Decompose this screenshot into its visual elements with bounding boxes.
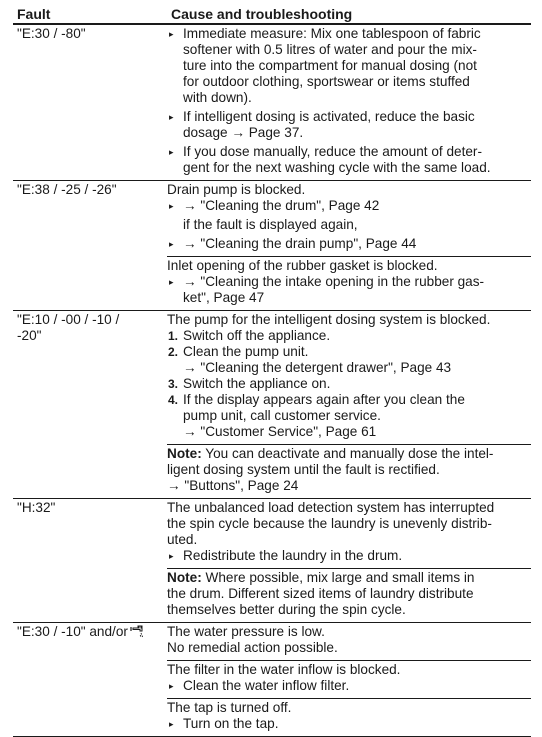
cause-block xyxy=(167,25,531,180)
cause-text: The filter in the water inflow is blocked. xyxy=(167,662,401,677)
text-line: Switch the appliance on. xyxy=(183,376,331,391)
bullet-item xyxy=(167,144,531,176)
cause-text: The pump for the intelligent dosing system is blocked. xyxy=(167,312,491,327)
bullet-item xyxy=(167,548,531,564)
cause-block xyxy=(167,660,531,698)
bullet-item xyxy=(167,109,531,141)
fault-code: "E:30 / -80" xyxy=(13,24,167,181)
step-number: 1. xyxy=(168,329,179,343)
text-line: If the display appears again after you clean the xyxy=(183,392,465,407)
bullet-icon: ▸ xyxy=(169,277,174,287)
text-line: If you dose manually, reduce the amount of deter- xyxy=(183,144,482,159)
cause-text: The tap is turned off. xyxy=(167,700,292,715)
table-row xyxy=(13,623,531,737)
page-reference: → "Buttons", Page 24 xyxy=(167,478,299,493)
text-line: pump unit, call customer service. xyxy=(183,408,381,423)
bullet-icon: ▸ xyxy=(169,29,174,39)
bullet-icon: ▸ xyxy=(169,147,174,157)
note-block xyxy=(167,568,531,622)
bullet-icon: ▸ xyxy=(169,201,174,211)
table-row xyxy=(13,499,531,623)
text-line xyxy=(167,570,531,586)
cause-text: if the fault is displayed again, xyxy=(183,217,358,232)
page-reference: → "Cleaning the detergent drawer", Page 43 xyxy=(183,360,452,375)
cause-cell xyxy=(167,623,531,737)
note-label: Note: xyxy=(167,570,202,585)
page-reference: → "Cleaning the intake opening in the rubber gas- xyxy=(183,274,485,289)
text-line: for outdoor clothing, sportswear or items stuffed xyxy=(183,74,470,89)
note-label: Note: xyxy=(167,446,202,461)
text-line: Switch off the appliance. xyxy=(183,328,331,343)
cause-block xyxy=(167,499,531,568)
step-number: 3. xyxy=(168,377,179,391)
cause-block xyxy=(167,698,531,736)
bullet-item xyxy=(167,716,531,732)
bullet-icon: ▸ xyxy=(169,681,174,691)
cause-block xyxy=(167,181,531,256)
numbered-step xyxy=(167,328,531,344)
text-line: The water pressure is low. xyxy=(167,624,325,639)
text-line: softener with 0.5 litres of water and pour the mix- xyxy=(183,42,477,57)
page-reference: → "Cleaning the drum", Page 42 xyxy=(183,198,380,213)
text-line: Immediate measure: Mix one tablespoon of fabric xyxy=(183,26,481,41)
bullet-icon: ▸ xyxy=(169,112,174,122)
page-reference: → "Customer Service", Page 61 xyxy=(183,424,377,439)
fault-code: "H:32" xyxy=(13,499,167,623)
header-cause: Cause and troubleshooting xyxy=(167,4,531,24)
cause-cell xyxy=(167,181,531,311)
cause-cell xyxy=(167,311,531,499)
text-line: Clean the pump unit. xyxy=(183,344,309,359)
page-reference: dosage → Page 37. xyxy=(183,125,304,140)
note-text: You can deactivate and manually dose the intel- xyxy=(201,446,494,461)
table-row xyxy=(13,311,531,499)
page-reference: ket", Page 47 xyxy=(183,290,265,305)
cause-cell xyxy=(167,499,531,623)
fault-table xyxy=(13,4,531,737)
cause-block xyxy=(167,623,531,660)
bullet-icon: ▸ xyxy=(169,719,174,729)
numbered-step xyxy=(167,392,531,440)
cause-text: Drain pump is blocked. xyxy=(167,182,306,197)
text-line: ligent dosing system until the fault is rectified. xyxy=(167,462,440,477)
text-line: the spin cycle because the laundry is unevenly distrib- xyxy=(167,516,492,531)
fault-code xyxy=(13,311,167,499)
cause-block xyxy=(167,311,531,444)
step-number: 2. xyxy=(168,345,179,359)
text-line: If intelligent dosing is activated, reduce the basic xyxy=(183,109,475,124)
text-line: ture into the compartment for manual dosing (not xyxy=(183,58,477,73)
cause-text: Inlet opening of the rubber gasket is blocked. xyxy=(167,258,438,273)
text-line: The unbalanced load detection system has interrupted xyxy=(167,500,495,515)
bullet-icon: ▸ xyxy=(169,239,174,249)
fault-code: "E:38 / -25 / -26" xyxy=(13,181,167,311)
bullet-item xyxy=(167,678,531,694)
table-row xyxy=(13,24,531,181)
text-line: gent for the next washing cycle with the same load. xyxy=(183,160,491,175)
text-line: with down). xyxy=(183,90,252,105)
note-text: Where possible, mix large and small items in xyxy=(201,570,475,585)
table-header-row xyxy=(13,4,531,24)
cause-cell xyxy=(167,24,531,181)
bullet-icon: ▸ xyxy=(169,551,174,561)
fault-code xyxy=(13,623,167,737)
tap-icon xyxy=(130,625,144,642)
text-line: uted. xyxy=(167,532,198,547)
page-reference: → "Cleaning the drain pump", Page 44 xyxy=(183,236,417,251)
note-block xyxy=(167,444,531,498)
text-line: "E:10 / -00 / -10 / xyxy=(17,312,120,327)
table-row xyxy=(13,181,531,311)
bullet-item xyxy=(167,198,531,214)
text-line: -20" xyxy=(17,328,42,343)
fault-code-text: "E:30 / -10" and/or xyxy=(17,624,128,639)
text-line: Redistribute the laundry in the drum. xyxy=(183,548,403,563)
bullet-item xyxy=(167,274,531,306)
text-line: themselves better during the spin cycle. xyxy=(167,602,406,617)
text-line: Turn on the tap. xyxy=(183,716,279,731)
cause-block xyxy=(167,256,531,310)
text-line xyxy=(167,446,531,462)
bullet-item xyxy=(167,26,531,106)
header-fault: Fault xyxy=(13,4,167,24)
text-line: the drum. Different sized items of laundry distribute xyxy=(167,586,474,601)
numbered-step xyxy=(167,344,531,376)
text-line: Clean the water inflow filter. xyxy=(183,678,350,693)
text-line: No remedial action possible. xyxy=(167,640,338,655)
step-number: 4. xyxy=(168,393,179,407)
numbered-step xyxy=(167,376,531,392)
bullet-item xyxy=(167,236,531,252)
